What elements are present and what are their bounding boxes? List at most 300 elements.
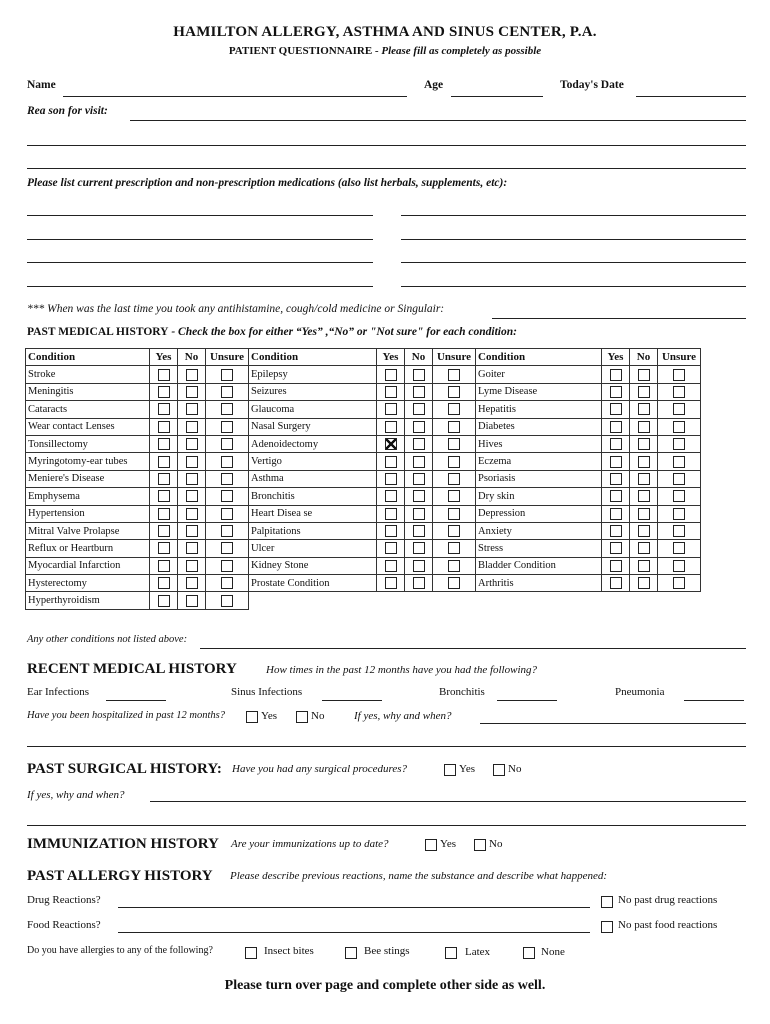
- yes-checkbox[interactable]: [158, 473, 170, 485]
- condition-cell: Dry skin: [476, 488, 602, 505]
- condition-cell: Bronchitis: [249, 488, 377, 505]
- checkbox-cell: [178, 470, 206, 487]
- checkbox-cell: [433, 557, 476, 574]
- unsure-checkbox[interactable]: [221, 490, 233, 502]
- col-yes: Yes: [377, 349, 405, 366]
- allergies-question: Do you have allergies to any of the following?: [27, 945, 213, 956]
- checkbox-cell: [602, 418, 630, 435]
- checkbox-cell: [630, 575, 658, 592]
- unsure-checkbox[interactable]: [221, 577, 233, 589]
- yes-checkbox[interactable]: [385, 560, 397, 572]
- checkbox-cell: [433, 488, 476, 505]
- col-condition: Condition: [26, 349, 150, 366]
- unsure-checkbox[interactable]: [448, 577, 460, 589]
- reason-field-line-2[interactable]: [27, 145, 746, 146]
- yes-checkbox[interactable]: [610, 542, 622, 554]
- immunization-no-checkbox[interactable]: [474, 839, 486, 851]
- checkbox-cell: [405, 522, 433, 539]
- drug-reactions-field[interactable]: [118, 907, 590, 908]
- checkbox-cell: [630, 366, 658, 383]
- checkbox-cell: [602, 540, 630, 557]
- yes-checkbox[interactable]: [385, 473, 397, 485]
- condition-cell: Reflux or Heartburn: [26, 540, 150, 557]
- drug-reactions-label: Drug Reactions?: [27, 894, 101, 906]
- bronchitis-field[interactable]: [497, 700, 557, 701]
- pneumonia-label: Pneumonia: [615, 686, 665, 698]
- age-field[interactable]: [451, 96, 543, 97]
- checkbox-cell: [630, 505, 658, 522]
- no-checkbox[interactable]: [413, 490, 425, 502]
- table-row: [26, 575, 701, 592]
- yes-checkbox[interactable]: [158, 438, 170, 450]
- checkbox-cell: [658, 366, 701, 383]
- no-checkbox[interactable]: [186, 525, 198, 537]
- surgical-if-yes-field-2[interactable]: [27, 825, 746, 826]
- checkbox-cell: [405, 488, 433, 505]
- yes-checkbox[interactable]: [610, 421, 622, 433]
- checkbox-cell: [630, 488, 658, 505]
- condition-cell: Bladder Condition: [476, 557, 602, 574]
- past-surgical-heading: PAST SURGICAL HISTORY:: [27, 761, 222, 777]
- hospitalized-label: Have you been hospitalized in past 12 months?: [27, 710, 226, 721]
- insect-bites-label: Insect bites: [264, 945, 314, 957]
- col-condition: Condition: [249, 349, 377, 366]
- yes-checkbox[interactable]: [158, 508, 170, 520]
- condition-cell: Hives: [476, 435, 602, 452]
- checkbox-cell: [150, 418, 178, 435]
- unsure-checkbox[interactable]: [673, 421, 685, 433]
- no-checkbox[interactable]: [413, 369, 425, 381]
- checkbox-cell: [658, 522, 701, 539]
- condition-cell: Eczema: [476, 453, 602, 470]
- yes-checkbox[interactable]: [158, 456, 170, 468]
- yes-checkbox[interactable]: [158, 595, 170, 607]
- unsure-checkbox[interactable]: [448, 508, 460, 520]
- no-checkbox[interactable]: [186, 542, 198, 554]
- table-header-row: [26, 349, 701, 366]
- yes-checkbox[interactable]: [158, 369, 170, 381]
- reason-field-line-3[interactable]: [27, 168, 746, 169]
- surgical-question: Have you had any surgical procedures?: [232, 763, 408, 775]
- date-label: Today's Date: [560, 79, 624, 91]
- condition-cell: Wear contact Lenses: [26, 418, 150, 435]
- surgical-yes-label: Yes: [459, 763, 476, 775]
- table-row: [26, 453, 701, 470]
- yes-checkbox[interactable]: [385, 577, 397, 589]
- reason-label: Rea son for visit:: [27, 105, 108, 117]
- unsure-checkbox[interactable]: [448, 386, 460, 398]
- unsure-checkbox[interactable]: [221, 473, 233, 485]
- unsure-checkbox[interactable]: [221, 438, 233, 450]
- immunization-yes-checkbox[interactable]: [425, 839, 437, 851]
- yes-checkbox[interactable]: [158, 577, 170, 589]
- condition-cell: Lyme Disease: [476, 383, 602, 400]
- unsure-checkbox[interactable]: [221, 525, 233, 537]
- yes-checkbox[interactable]: [610, 577, 622, 589]
- checkbox-cell: [377, 383, 405, 400]
- table-row: [26, 557, 701, 574]
- checkbox-cell: [377, 505, 405, 522]
- sinus-infections-field[interactable]: [322, 700, 382, 701]
- checkbox-cell: [602, 401, 630, 418]
- food-reactions-field[interactable]: [118, 932, 590, 933]
- yes-checkbox[interactable]: [610, 386, 622, 398]
- unsure-checkbox[interactable]: [221, 369, 233, 381]
- no-checkbox[interactable]: [638, 490, 650, 502]
- none-label: None: [541, 946, 565, 958]
- no-checkbox[interactable]: [186, 560, 198, 572]
- unsure-checkbox[interactable]: [673, 473, 685, 485]
- ear-infections-field[interactable]: [106, 700, 166, 701]
- antihistamine-field[interactable]: [492, 318, 746, 319]
- col-yes: Yes: [602, 349, 630, 366]
- yes-checkbox[interactable]: [610, 369, 622, 381]
- food-reactions-label: Food Reactions?: [27, 919, 101, 931]
- unsure-checkbox[interactable]: [673, 560, 685, 572]
- medications-line[interactable]: [27, 262, 373, 263]
- col-unsure: Unsure: [206, 349, 249, 366]
- checkbox-cell: [405, 435, 433, 452]
- condition-cell: Palpitations: [249, 522, 377, 539]
- unsure-checkbox[interactable]: [673, 369, 685, 381]
- unsure-checkbox[interactable]: [221, 403, 233, 415]
- latex-label: Latex: [465, 946, 491, 958]
- yes-checkbox[interactable]: [385, 421, 397, 433]
- hospitalized-no-checkbox[interactable]: [296, 711, 308, 723]
- checkbox-cell: [150, 505, 178, 522]
- unsure-checkbox[interactable]: [673, 438, 685, 450]
- checkbox-cell: [150, 557, 178, 574]
- condition-cell: Prostate Condition: [249, 575, 377, 592]
- unsure-checkbox[interactable]: [673, 386, 685, 398]
- table-row: [26, 592, 701, 609]
- no-food-reactions-checkbox[interactable]: [601, 921, 613, 933]
- checkbox-cell: [206, 435, 249, 452]
- no-checkbox[interactable]: [186, 421, 198, 433]
- no-checkbox[interactable]: [413, 577, 425, 589]
- insect-bites-checkbox[interactable]: [245, 947, 257, 959]
- condition-cell: Goiter: [476, 366, 602, 383]
- col-unsure: Unsure: [658, 349, 701, 366]
- no-checkbox[interactable]: [413, 560, 425, 572]
- checkbox-cell: [630, 401, 658, 418]
- unsure-checkbox[interactable]: [673, 577, 685, 589]
- checkbox-cell: [178, 401, 206, 418]
- name-label: Name: [27, 79, 56, 91]
- medications-line[interactable]: [401, 215, 746, 216]
- surgical-yes-checkbox[interactable]: [444, 764, 456, 776]
- checkbox-cell: [150, 488, 178, 505]
- age-label: Age: [424, 79, 444, 91]
- checkbox-cell: [602, 488, 630, 505]
- yes-checkbox[interactable]: [610, 438, 622, 450]
- no-checkbox[interactable]: [413, 508, 425, 520]
- other-conditions-label: Any other conditions not listed above:: [27, 634, 188, 645]
- sinus-infections-label: Sinus Infections: [231, 686, 303, 698]
- checkbox-cell: [658, 505, 701, 522]
- condition-cell: Hypertension: [26, 505, 150, 522]
- hospitalized-yes-checkbox[interactable]: [246, 711, 258, 723]
- no-checkbox[interactable]: [638, 421, 650, 433]
- unsure-checkbox[interactable]: [221, 560, 233, 572]
- yes-checkbox[interactable]: [158, 490, 170, 502]
- yes-checkbox[interactable]: [385, 369, 397, 381]
- no-checkbox[interactable]: [638, 456, 650, 468]
- empty-cell: [433, 592, 476, 609]
- hospitalized-if-yes-field[interactable]: [480, 723, 746, 724]
- no-checkbox[interactable]: [186, 508, 198, 520]
- medications-line[interactable]: [401, 239, 746, 240]
- medical-history-table: [25, 348, 701, 610]
- no-checkbox[interactable]: [638, 542, 650, 554]
- checkbox-cell: [377, 488, 405, 505]
- past-medical-heading: [27, 326, 517, 338]
- yes-checkbox[interactable]: [385, 386, 397, 398]
- condition-cell: [249, 592, 377, 609]
- unsure-checkbox[interactable]: [448, 490, 460, 502]
- medications-line[interactable]: [27, 239, 373, 240]
- checkbox-cell: [658, 470, 701, 487]
- checkbox-cell: [150, 522, 178, 539]
- date-field[interactable]: [636, 96, 746, 97]
- condition-cell: Arthritis: [476, 575, 602, 592]
- condition-cell: Anxiety: [476, 522, 602, 539]
- unsure-checkbox[interactable]: [448, 438, 460, 450]
- unsure-checkbox[interactable]: [448, 525, 460, 537]
- yes-checkbox[interactable]: [158, 525, 170, 537]
- checkbox-cell: [433, 418, 476, 435]
- unsure-checkbox[interactable]: [673, 508, 685, 520]
- checkbox-cell: [602, 453, 630, 470]
- checkbox-cell: [658, 435, 701, 452]
- checkbox-cell: [377, 575, 405, 592]
- unsure-checkbox[interactable]: [221, 386, 233, 398]
- bee-stings-checkbox[interactable]: [345, 947, 357, 959]
- col-unsure: Unsure: [433, 349, 476, 366]
- checkbox-cell: [602, 575, 630, 592]
- col-no: No: [630, 349, 658, 366]
- condition-cell: Emphysema: [26, 488, 150, 505]
- medications-line[interactable]: [27, 215, 373, 216]
- yes-checkbox[interactable]: [610, 560, 622, 572]
- no-checkbox[interactable]: [413, 542, 425, 554]
- table-row: [26, 540, 701, 557]
- checkbox-cell: [405, 540, 433, 557]
- checkbox-cell: [150, 383, 178, 400]
- immunization-question: Are your immunizations up to date?: [231, 838, 389, 850]
- checkbox-cell: [178, 383, 206, 400]
- yes-checkbox[interactable]: [385, 456, 397, 468]
- unsure-checkbox[interactable]: [448, 542, 460, 554]
- condition-cell: Glaucoma: [249, 401, 377, 418]
- checkbox-cell: [602, 557, 630, 574]
- checkbox-cell: [658, 540, 701, 557]
- yes-checkbox[interactable]: [385, 403, 397, 415]
- no-checkbox[interactable]: [413, 386, 425, 398]
- checkbox-cell: [658, 488, 701, 505]
- checkbox-cell: [433, 435, 476, 452]
- hospitalized-if-yes-field-2[interactable]: [27, 746, 746, 747]
- yes-checkbox[interactable]: [158, 386, 170, 398]
- no-checkbox[interactable]: [638, 473, 650, 485]
- unsure-checkbox[interactable]: [673, 490, 685, 502]
- unsure-checkbox[interactable]: [673, 403, 685, 415]
- checkbox-cell: [658, 401, 701, 418]
- empty-cell: [658, 592, 701, 609]
- past-medical-instruction: - Check the box for either “Yes” ,“No” or "Not sure" for each condition:: [171, 326, 517, 338]
- col-condition: Condition: [476, 349, 602, 366]
- checkbox-cell: [630, 540, 658, 557]
- no-checkbox[interactable]: [413, 473, 425, 485]
- condition-cell: Diabetes: [476, 418, 602, 435]
- yes-checkbox[interactable]: [158, 403, 170, 415]
- yes-checkbox[interactable]: [385, 542, 397, 554]
- checkbox-cell: [178, 435, 206, 452]
- latex-checkbox[interactable]: [445, 947, 457, 959]
- immunization-heading: IMMUNIZATION HISTORY: [27, 836, 219, 852]
- checkbox-cell: [405, 505, 433, 522]
- no-checkbox[interactable]: [413, 403, 425, 415]
- no-checkbox[interactable]: [186, 386, 198, 398]
- yes-checkbox[interactable]: [385, 490, 397, 502]
- unsure-checkbox[interactable]: [673, 525, 685, 537]
- checkbox-cell: [602, 366, 630, 383]
- no-checkbox[interactable]: [413, 456, 425, 468]
- condition-cell: Cataracts: [26, 401, 150, 418]
- unsure-checkbox[interactable]: [221, 456, 233, 468]
- checkbox-cell: [658, 575, 701, 592]
- no-drug-reactions-checkbox[interactable]: [601, 896, 613, 908]
- condition-cell: Ulcer: [249, 540, 377, 557]
- checkbox-cell: [206, 592, 249, 609]
- checkbox-cell: [150, 366, 178, 383]
- unsure-checkbox[interactable]: [673, 456, 685, 468]
- empty-cell: [405, 592, 433, 609]
- condition-cell: Vertigo: [249, 453, 377, 470]
- no-checkbox[interactable]: [638, 369, 650, 381]
- condition-cell: Hyperthyroidism: [26, 592, 150, 609]
- allergy-question: Please describe previous reactions, name the substance and describe what happened:: [230, 870, 608, 882]
- unsure-checkbox[interactable]: [221, 595, 233, 607]
- condition-cell: Kidney Stone: [249, 557, 377, 574]
- no-checkbox[interactable]: [186, 403, 198, 415]
- no-checkbox[interactable]: [638, 577, 650, 589]
- yes-checkbox[interactable]: [610, 473, 622, 485]
- no-checkbox[interactable]: [186, 369, 198, 381]
- col-no: No: [405, 349, 433, 366]
- checkbox-cell: [630, 383, 658, 400]
- checkbox-cell: [433, 453, 476, 470]
- unsure-checkbox[interactable]: [221, 542, 233, 554]
- checkbox-cell: [206, 557, 249, 574]
- no-checkbox[interactable]: [186, 577, 198, 589]
- yes-checkbox[interactable]: [610, 525, 622, 537]
- table-row: [26, 401, 701, 418]
- no-checkbox[interactable]: [413, 421, 425, 433]
- unsure-checkbox[interactable]: [448, 421, 460, 433]
- checkbox-cell: [602, 383, 630, 400]
- condition-cell: Seizures: [249, 383, 377, 400]
- pneumonia-field[interactable]: [684, 700, 744, 701]
- no-drug-reactions-label: No past drug reactions: [618, 894, 718, 906]
- yes-checkbox[interactable]: [385, 525, 397, 537]
- no-checkbox[interactable]: [638, 403, 650, 415]
- hospitalized-if-yes-label: If yes, why and when?: [354, 710, 452, 722]
- yes-checkbox[interactable]: [158, 560, 170, 572]
- surgical-if-yes-field[interactable]: [150, 801, 746, 802]
- yes-checkbox[interactable]: [158, 421, 170, 433]
- checkbox-cell: [433, 366, 476, 383]
- no-checkbox[interactable]: [186, 438, 198, 450]
- checkbox-cell: [178, 575, 206, 592]
- unsure-checkbox[interactable]: [448, 560, 460, 572]
- no-checkbox[interactable]: [186, 595, 198, 607]
- surgical-if-yes-label: If yes, why and when?: [27, 789, 125, 801]
- unsure-checkbox[interactable]: [448, 456, 460, 468]
- allergy-heading: PAST ALLERGY HISTORY: [27, 868, 213, 884]
- surgical-no-checkbox[interactable]: [493, 764, 505, 776]
- hospitalized-no-label: No: [311, 710, 325, 722]
- medications-line[interactable]: [401, 262, 746, 263]
- yes-checkbox[interactable]: [610, 403, 622, 415]
- yes-checkbox[interactable]: [385, 438, 397, 450]
- reason-field-line-1[interactable]: [130, 120, 746, 121]
- unsure-checkbox[interactable]: [221, 421, 233, 433]
- yes-checkbox[interactable]: [610, 490, 622, 502]
- unsure-checkbox[interactable]: [448, 403, 460, 415]
- yes-checkbox[interactable]: [158, 542, 170, 554]
- none-checkbox[interactable]: [523, 947, 535, 959]
- no-checkbox[interactable]: [638, 386, 650, 398]
- no-checkbox[interactable]: [413, 525, 425, 537]
- checkbox-cell: [377, 470, 405, 487]
- other-conditions-field[interactable]: [200, 648, 746, 649]
- checkbox-cell: [630, 418, 658, 435]
- no-checkbox[interactable]: [186, 473, 198, 485]
- no-checkbox[interactable]: [638, 525, 650, 537]
- unsure-checkbox[interactable]: [221, 508, 233, 520]
- table-row: [26, 505, 701, 522]
- no-checkbox[interactable]: [638, 438, 650, 450]
- checkbox-cell: [405, 557, 433, 574]
- condition-cell: Myringotomy-ear tubes: [26, 453, 150, 470]
- checkbox-cell: [178, 557, 206, 574]
- no-checkbox[interactable]: [638, 508, 650, 520]
- name-field[interactable]: [63, 96, 407, 97]
- no-checkbox[interactable]: [638, 560, 650, 572]
- no-checkbox[interactable]: [186, 456, 198, 468]
- medications-line[interactable]: [401, 286, 746, 287]
- condition-cell: Epilepsy: [249, 366, 377, 383]
- yes-checkbox[interactable]: [610, 456, 622, 468]
- no-checkbox[interactable]: [186, 490, 198, 502]
- unsure-checkbox[interactable]: [448, 369, 460, 381]
- checkbox-cell: [602, 505, 630, 522]
- checkbox-cell: [150, 435, 178, 452]
- condition-cell: Asthma: [249, 470, 377, 487]
- unsure-checkbox[interactable]: [673, 542, 685, 554]
- no-checkbox[interactable]: [413, 438, 425, 450]
- unsure-checkbox[interactable]: [448, 473, 460, 485]
- medications-line[interactable]: [27, 286, 373, 287]
- checkbox-cell: [206, 383, 249, 400]
- checkbox-cell: [658, 453, 701, 470]
- condition-cell: Meningitis: [26, 383, 150, 400]
- yes-checkbox[interactable]: [610, 508, 622, 520]
- table-row: [26, 470, 701, 487]
- yes-checkbox[interactable]: [385, 508, 397, 520]
- checkbox-cell: [602, 435, 630, 452]
